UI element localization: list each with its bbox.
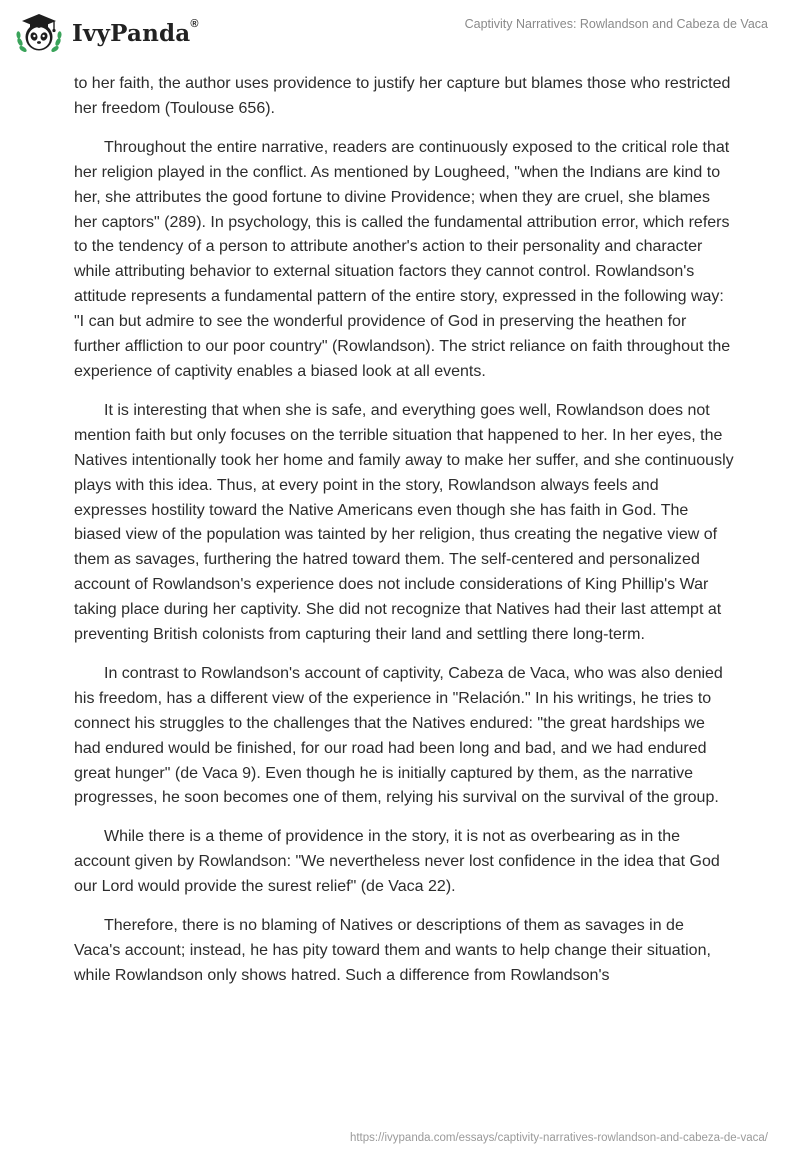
registered-mark: ®: [190, 17, 199, 30]
brand-name: [72, 17, 199, 47]
paragraph-4: In contrast to Rowlandson's account of captivity, Cabeza de Vaca, who was also denied his freedom, has a different view of the experience in "Relación." In his writings, he tries to connect his struggles to the challenges that the Natives endured: "the great hardships we had endured would be finished, for our road had been long and bad, and we had endured great hunger" (de Vaca 9). Even though he is initially captured by them, as the narrative progresses, he soon becomes one of them, relying his survival on the survival of the group.: [74, 664, 723, 807]
page-header: [0, 0, 800, 64]
panda-graduate-icon: [14, 8, 64, 58]
paragraph-6: Therefore, there is no blaming of Natives or descriptions of them as savages in de Vaca's account; instead, he has pity toward them and wants to help change their situation, while Rowlandson only shows hatred. Such a difference from Rowlandson's: [74, 917, 711, 984]
brand-name-text: IvyPanda: [72, 19, 191, 47]
paragraph-3: It is interesting that when she is safe, and everything goes well, Rowlandson does not mention faith but only focuses on the terrible situation that happened to her. In her eyes, the Natives intentionally took her home and family away to make her suffer, and she continuously plays with this idea. Thus, at every point in the story, Rowlandson always feels and expresses hostility toward the Native Americans even though she has faith in God. The biased view of the population was tainted by her religion, thus creating the negative view of them as savages, furthering the hatred toward them. The self-centered and personalized account of Rowlandson's experience does not include considerations of King Phillip's War taking place during her captivity. She did not recognize that Natives had their last attempt at preventing British colonists from capturing their land and settling there long-term.: [74, 401, 734, 644]
source-url[interactable]: https://ivypanda.com/essays/captivity-narratives-rowlandson-and-cabeza-de-vaca/: [349, 1132, 768, 1144]
document-title: Captivity Narratives: Rowlandson and Cabeza de Vaca: [464, 17, 768, 31]
ivypanda-logo[interactable]: [14, 8, 199, 58]
essay-body: [74, 72, 734, 1003]
paragraph-5: While there is a theme of providence in the story, it is not as overbearing as in the account given by Rowlandson: "We nevertheless never lost confidence in the idea that God our Lord would provide the surest relief" (de Vaca 22).: [74, 828, 720, 896]
paragraph-1: to her faith, the author uses providence to justify her capture but blames those who restricted her freedom (Toulouse 656).: [74, 75, 731, 117]
paragraph-2: Throughout the entire narrative, readers are continuously exposed to the critical role that her religion played in the conflict. As mentioned by Lougheed, "when the Indians are kind to her, she attributes the good fortune to divine Providence; when they are cruel, she blames her captors" (289). In psychology, this is called the fundamental attribution error, which refers to the tendency of a person to attribute another's action to their personality and character while attributing behavior to external situation factors they cannot control. Rowlandson's attitude represents a fundamental pattern of the entire story, expressed in the following way: "I can but admire to see the wonderful providence of God in preserving the heathen for further affliction to our poor country" (Rowlandson). The strict reliance on faith throughout the experience of captivity enables a biased look at all events.: [74, 138, 731, 380]
